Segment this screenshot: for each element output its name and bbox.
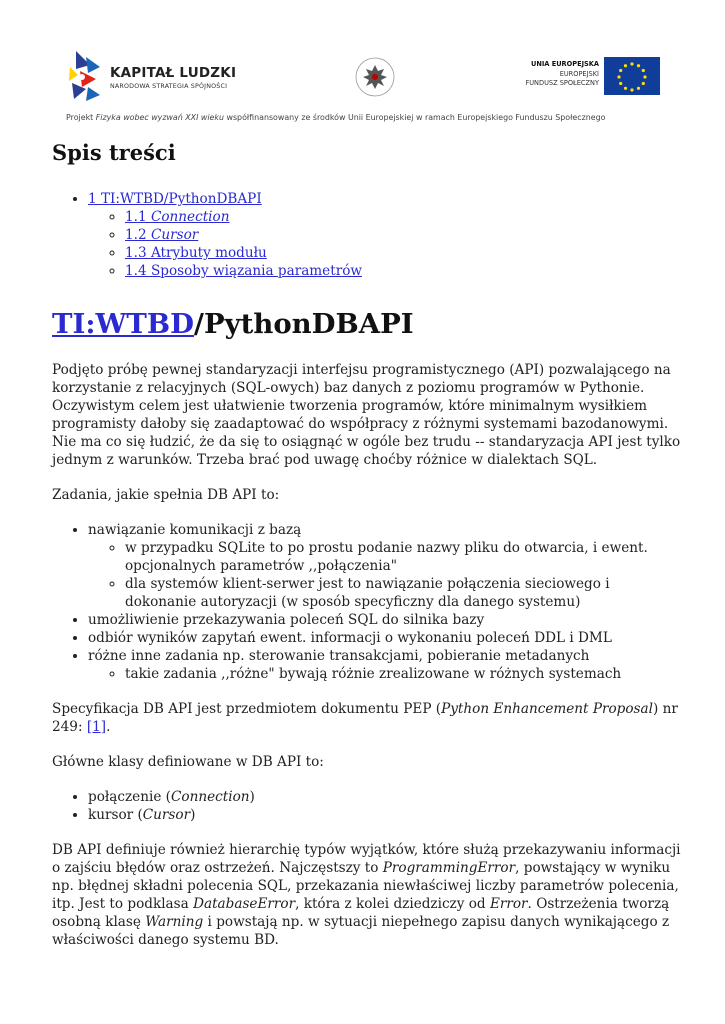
text: . Ostrzeżenia tworzą osobną klasę — [52, 896, 670, 930]
text: . — [106, 719, 111, 735]
text: , która z kolei dziedziczy od — [295, 896, 490, 912]
title-rest: /PythonDBAPI — [193, 308, 414, 340]
toc-subitem — [125, 208, 362, 226]
list-item-text: różne inne zadania np. sterowanie transakcjami, pobieranie metadanych — [88, 648, 590, 664]
toc-link-1-4[interactable]: 1.4 Sposoby wiązania parametrów — [125, 263, 363, 279]
paragraph-exceptions — [52, 841, 682, 949]
paragraph-spec — [52, 700, 682, 736]
project-rest: współfinansowany ze środków Unii Europejskiej w ramach Europejskiego Funduszu Społecznego — [223, 113, 606, 122]
title-link[interactable]: TI:WTBD — [52, 308, 194, 340]
toc-link-1-2[interactable] — [125, 227, 198, 243]
list-item-text: nawiązanie komunikacji z bazą — [88, 522, 302, 538]
text: ) — [249, 789, 255, 805]
list-item — [88, 806, 682, 824]
toc-title: Spis treści — [52, 140, 176, 165]
reference-link[interactable]: [1] — [86, 719, 107, 735]
project-name: Fizyka wobec wyzwań XXI wieku — [95, 113, 224, 122]
text-italic: ProgrammingError — [382, 860, 516, 876]
paragraph-intro: Podjęto próbę pewnej standaryzacji interfejsu programistycznego (API) pozwalającego na korzystanie z relacyjnych (SQL-owych) baz danych z poziomu programów w Pythonie. Oczywistym celem jest ułatwienie tworzenia programów, które minimalnym wysiłkiem programisty dałoby się zaadaptować do współpracy z różnymi systemami bazodanowymi. Nie ma co się łudzić, że da się to osiągnąć w ogóle bez trudu -- standaryzacja API jest tylko jednym z warunków. Trzeba brać pod uwagę choćby różnice w dialektach SQL. — [52, 362, 681, 468]
text: Specyfikacja DB API jest przedmiotem dokumentu PEP ( — [52, 701, 442, 717]
kapital-subtitle: NARODOWA STRATEGIA SPÓJNOŚCI — [110, 83, 228, 90]
header-banner — [0, 0, 725, 130]
text: kursor ( — [88, 807, 143, 823]
toc-subitem — [125, 226, 362, 244]
text: ) nr 249: — [52, 701, 678, 735]
eu-line-2: EUROPEJSKI — [559, 69, 599, 78]
project-prefix: Projekt — [66, 113, 96, 122]
tasks-list — [52, 521, 682, 683]
toc-item — [88, 190, 362, 280]
list-item — [88, 521, 682, 611]
list-item — [88, 788, 682, 806]
toc-link-1-3[interactable]: 1.3 Atrybuty modułu — [125, 245, 267, 261]
text-italic: Error — [489, 896, 528, 912]
toc-label: Connection — [150, 209, 230, 225]
kapital-title: KAPITAŁ LUDZKI — [110, 65, 237, 81]
toc-link-1[interactable]: 1 TI:WTBD/PythonDBAPI — [88, 191, 262, 207]
text: DB API definiuje również hierarchię typów wyjątków, które służą przekazywaniu informacji o zajściu błędów oraz ostrzeżeń. Najczęstszy to — [52, 842, 681, 876]
text: połączenie ( — [88, 789, 171, 805]
list-item: • odbiór wyników zapytań ewent. informacji o wykonaniu poleceń DDL i DML — [88, 629, 682, 647]
table-of-contents — [52, 190, 362, 280]
toc-link-1-1[interactable] — [125, 209, 229, 225]
text-italic: Cursor — [142, 807, 191, 823]
toc-label: Cursor — [150, 227, 199, 243]
text: , powstający w wyniku np. błędnej składni polecenia SQL, przekazania niewłaściwej liczby parametrów polecenia, itp. Jest to podklasa — [52, 860, 679, 912]
text: ) — [190, 807, 196, 823]
university-seal — [354, 55, 396, 99]
list-item: ◦ w przypadku SQLite to po prostu podanie nazwy pliku do otwarcia, i ewent. opcjonalnych parametrów ,,połączenia" — [125, 539, 682, 575]
toc-number: 1.2 — [125, 227, 151, 243]
eu-line-1: UNIA EUROPEJSKA — [530, 60, 599, 68]
eu-line-3: FUNDUSZ SPOŁECZNY — [525, 79, 599, 88]
text: i powstają np. w sytuacji niepełnego zapisu danych wynikającego z właściwości danego systemu BD. — [52, 914, 670, 948]
eu-flag-icon — [604, 57, 660, 95]
kapital-ludzki-text — [110, 65, 236, 90]
eu-fund-text — [519, 60, 599, 89]
text-italic: Python Enhancement Proposal — [441, 701, 653, 717]
text-italic: Warning — [145, 914, 204, 930]
paragraph-tasks: Zadania, jakie spełnia DB API to: — [52, 487, 280, 503]
article-body — [52, 361, 682, 949]
list-item: • umożliwienie przekazywania poleceń SQL do silnika bazy — [88, 611, 682, 629]
paragraph-classes: Główne klasy definiowane w DB API to: — [52, 754, 324, 770]
project-line — [66, 113, 605, 122]
text-italic: DatabaseError — [193, 896, 296, 912]
text-italic: Connection — [171, 789, 250, 805]
classes-list — [52, 788, 682, 824]
list-item: ◦ dla systemów klient-serwer jest to nawiązanie połączenia sieciowego i dokonanie autoryzacji (w sposób specyficzny dla danego systemu) — [125, 575, 682, 611]
toc-subitem — [125, 262, 362, 280]
page-title — [52, 308, 414, 340]
list-item — [88, 647, 682, 683]
toc-subitem — [125, 244, 362, 262]
toc-number: 1.1 — [125, 209, 151, 225]
list-item: ◦ takie zadania ,,różne" bywają różnie zrealizowane w różnych systemach — [125, 665, 682, 683]
